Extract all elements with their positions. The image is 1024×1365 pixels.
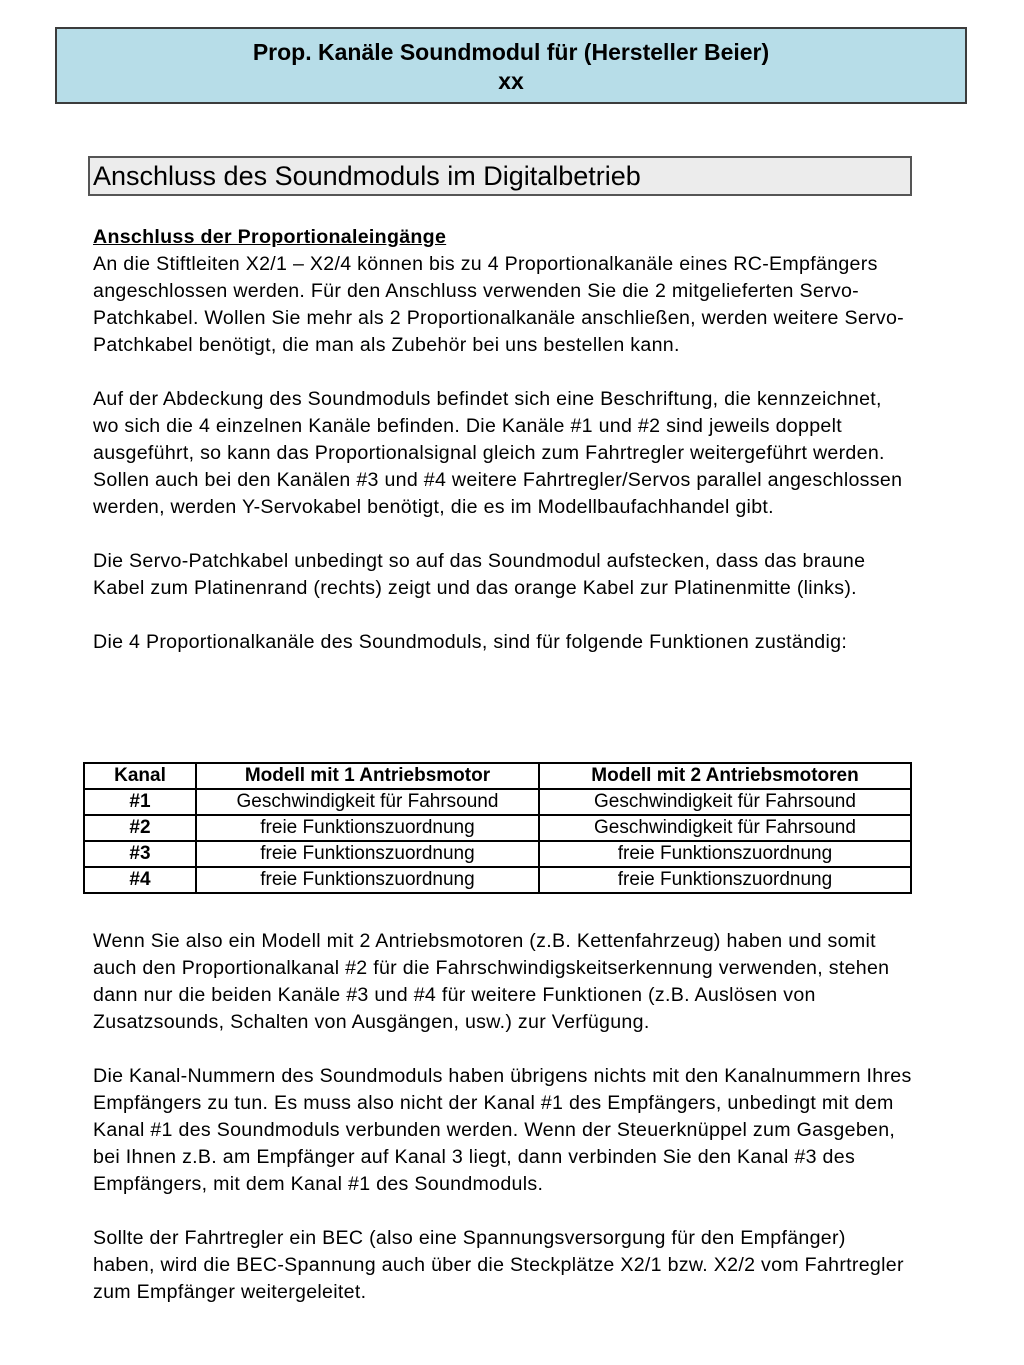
table-cell: freie Funktionszuordnung (539, 867, 911, 893)
paragraph: Die Kanal-Nummern des Soundmoduls haben übrigens nichts mit den Kanalnummern Ihres Empfängers zu tun. Es muss also nicht der Kanal #1 des Empfängers, unbedingt mit dem Kanal #1 des Soundmoduls verbunden werden. Wenn der Steuerknüppel zum Gasgeben, bei Ihnen z.B. am Empfänger auf Kanal 3 liegt, dann verbinden Sie den Kanal #3 des Empfängers, mit dem Kanal #1 des Soundmoduls. (93, 1065, 912, 1195)
table-header-cell: Kanal (84, 763, 196, 789)
paragraph: Auf der Abdeckung des Soundmoduls befindet sich eine Beschriftung, die kennzeichnet, wo sich die 4 einzelnen Kanäle befinden. Die Kanäle #1 und #2 sind jeweils doppelt ausgeführt, so kann das Proportionalsignal gleich zum Fahrtregler weitergeführt werden. Sollen auch bei den Kanälen #3 und #4 weitere Fahrtregler/Servos parallel angeschlossen werden, werden Y-Servokabel benötigt, die es im Modellbaufachhandel gibt. (93, 388, 903, 518)
table-row (84, 867, 911, 893)
paragraph: An die Stiftleiten X2/1 – X2/4 können bis zu 4 Proportionalkanäle eines RC-Empfängers angeschlossen werden. Für den Anschluss verwenden Sie die 2 mitgelieferten Servo-Patchkabel. Wollen Sie mehr als 2 Proportionalkanäle anschließen, werden weitere Servo-Patchkabel benötigt, die man als Zubehör bei uns bestellen kann. (93, 253, 904, 356)
paragraph: Die 4 Proportionalkanäle des Soundmoduls, sind für folgende Funktionen zuständig: (93, 631, 848, 653)
paragraph: Sollte der Fahrtregler ein BEC (also eine Spannungsversorgung für den Empfänger) haben, wird die BEC-Spannung auch über die Steckplätze X2/1 bzw. X2/2 vom Fahrtregler zum Empfänger weitergeleitet. (93, 1227, 904, 1303)
channel-table (83, 762, 912, 894)
paragraph: Die Servo-Patchkabel unbedingt so auf das Soundmodul aufstecken, dass das braune Kabel zum Platinenrand (rechts) zeigt und das orange Kabel zur Platinenmitte (links). (93, 550, 866, 599)
paragraph: Wenn Sie also ein Modell mit 2 Antriebsmotoren (z.B. Kettenfahrzeug) haben und somit auch den Proportionalkanal #2 für die Fahrschwindigskeitserkennung verwenden, stehen dann nur die beiden Kanäle #3 und #4 für weitere Funktionen (z.B. Auslösen von Zusatzsounds, Schalten von Ausgängen, usw.) zur Verfügung. (93, 930, 890, 1033)
subheading: Anschluss der Proportionaleingänge (93, 226, 447, 248)
table-header-cell: Modell mit 2 Antriebsmotoren (539, 763, 911, 789)
table-cell: #3 (84, 841, 196, 867)
table-cell: freie Funktionszuordnung (196, 867, 539, 893)
table-cell: #1 (84, 789, 196, 815)
table-header-cell: Modell mit 1 Antriebsmotor (196, 763, 539, 789)
table-cell: freie Funktionszuordnung (539, 841, 911, 867)
document-title: Prop. Kanäle Soundmodul für (Hersteller Beier) (252, 39, 770, 65)
table-row (84, 789, 911, 815)
table-cell: #4 (84, 867, 196, 893)
outro-content (93, 928, 913, 1333)
section-heading: Anschluss des Soundmoduls im Digitalbetrieb (88, 156, 912, 196)
table-cell: Geschwindigkeit für Fahrsound (539, 815, 911, 841)
table-cell: freie Funktionszuordnung (196, 841, 539, 867)
document-title-box (55, 27, 967, 104)
table-cell: Geschwindigkeit für Fahrsound (196, 789, 539, 815)
document-title-sub: xx (498, 68, 524, 94)
table-row (84, 841, 911, 867)
table-cell: #2 (84, 815, 196, 841)
channel-table-wrapper (83, 762, 912, 894)
table-header-row (84, 763, 911, 789)
table-row (84, 815, 911, 841)
table-cell: freie Funktionszuordnung (196, 815, 539, 841)
table-cell: Geschwindigkeit für Fahrsound (539, 789, 911, 815)
intro-content (93, 224, 913, 683)
